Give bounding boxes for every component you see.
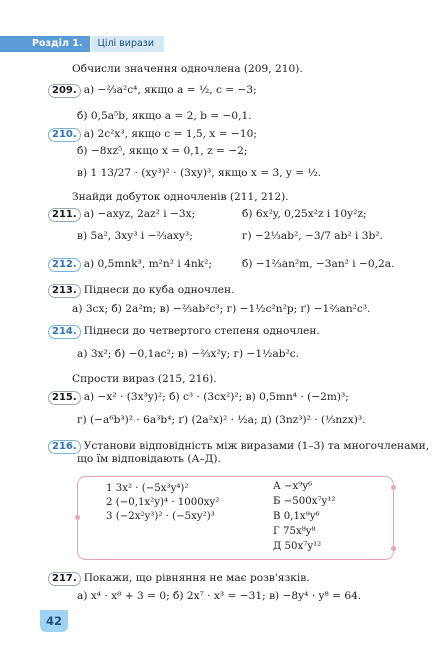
exercise-line bbox=[77, 145, 247, 158]
exercise-number: 213. bbox=[48, 284, 81, 298]
exercise-text: а) 2c²x³, якщо c = 1,5, x = −10; bbox=[83, 128, 257, 140]
exercise-text: Покажи, що рівняння не має розв'язків. bbox=[83, 572, 310, 584]
exercise-line bbox=[77, 167, 321, 180]
exercise-line bbox=[72, 303, 370, 316]
exercise-text: а) 3x²; б) −0,1ac²; в) −⅔x²y; г) −1½ab²c. bbox=[77, 348, 300, 360]
exercise-number: 211. bbox=[48, 208, 81, 222]
polynomial-item: Д 50x⁷y¹² bbox=[273, 541, 322, 552]
exercise-line bbox=[48, 440, 429, 454]
box-dot-right-bottom bbox=[391, 546, 396, 551]
exercise-line bbox=[48, 572, 310, 586]
exercise-line bbox=[77, 230, 193, 243]
exercise-text: Обчисли значення одночлена (209, 210). bbox=[72, 63, 303, 75]
exercise-line bbox=[77, 453, 221, 466]
exercise-number: 215. bbox=[48, 391, 81, 405]
exercise-line bbox=[242, 258, 394, 271]
polynomial-item: А −x⁹y⁶ bbox=[273, 481, 313, 492]
exercise-text: г) −2⅓ab², −3/7 ab² і 3b². bbox=[242, 230, 383, 242]
exercise-text: що їм відповідають (А–Д). bbox=[77, 453, 221, 465]
exercise-line bbox=[48, 128, 257, 142]
exercise-line bbox=[48, 325, 320, 339]
exercise-text: а) 3cx; б) 2a²m; в) −⅔ab²c³; г) −1½c²n²p; ґ) −1⅔an²c³. bbox=[72, 303, 371, 315]
exercise-number: 214. bbox=[48, 325, 81, 339]
matching-box bbox=[77, 476, 394, 560]
expression-item: 2 (−0,1x²y)⁴ · 1000xy² bbox=[106, 497, 220, 508]
exercise-text: Знайди добуток одночленів (211, 212). bbox=[72, 191, 289, 203]
polynomial-item: Г 75x⁸y⁸ bbox=[273, 526, 316, 537]
polynomial-item: В 0,1x⁹y⁶ bbox=[273, 511, 320, 522]
exercise-line bbox=[48, 208, 195, 222]
exercise-line bbox=[72, 63, 303, 76]
exercise-number: 217. bbox=[48, 572, 81, 586]
expression-item: 1 3x² · (−5x³y⁴)² bbox=[106, 483, 189, 494]
exercise-line bbox=[242, 230, 383, 243]
exercise-number: 216. bbox=[48, 440, 81, 454]
exercise-line bbox=[77, 348, 299, 361]
exercise-text: в) 1 13/27 · (xy³)² · (3xy)³, якщо x = 3, y = ½. bbox=[77, 167, 322, 179]
exercise-text: г) (−a⁶b³)² · 6a³b⁴; ґ) (2a²x)² · ½a; д) (3nz³)² · (⅓nzx)³. bbox=[77, 414, 366, 426]
exercise-text: б) −8xz⁵, якщо x = 0,1, z = −2; bbox=[77, 145, 248, 157]
exercise-text: а) x⁴ · x⁸ + 3 = 0; б) 2x⁷ · x³ = −31; в) −8y⁴ · y⁸ = 64. bbox=[77, 590, 362, 602]
exercise-line bbox=[242, 208, 367, 221]
exercise-text: б) −1⅔an²m, −3an² і −0,2a. bbox=[242, 258, 395, 270]
expression-item: 3 (−2x²y³)² · (−5xy²)³ bbox=[106, 511, 215, 522]
exercise-line bbox=[77, 590, 361, 603]
exercise-text: в) 5a², 3xy³ і −⅔axy³; bbox=[77, 230, 193, 242]
exercise-text: Спрости вираз (215, 216). bbox=[72, 373, 217, 385]
exercise-text: а) −x² · (3x³y)²; б) c³ · (3cx²)²; в) 0,5mn⁴ · (−2m)³; bbox=[83, 391, 349, 403]
box-dot-left bbox=[75, 515, 80, 520]
exercise-line bbox=[48, 284, 234, 298]
exercise-text: а) −⅔a²c⁴, якщо a = ½, c = −3; bbox=[83, 84, 257, 96]
exercise-text: Піднеси до четвертого степеня одночлен. bbox=[83, 325, 320, 337]
exercise-text: Установи відповідність між виразами (1–3) та многочленами, bbox=[83, 440, 430, 452]
exercise-number: 210. bbox=[48, 128, 81, 142]
section-label: Розділ 1. bbox=[0, 36, 90, 52]
exercise-text: а) 0,5mnk³, m²n² і 4nk²; bbox=[83, 258, 212, 270]
exercise-line bbox=[48, 391, 349, 405]
section-topic: Цілі вирази bbox=[90, 36, 164, 52]
page-number: 42 bbox=[40, 610, 68, 632]
exercise-line bbox=[72, 191, 289, 204]
exercise-line bbox=[77, 414, 365, 427]
exercise-text: Піднеси до куба одночлен. bbox=[83, 284, 235, 296]
polynomial-item: Б −500x⁷y¹² bbox=[273, 496, 336, 507]
exercise-text: б) 6x²y, 0,25x²z і 10y²z; bbox=[242, 208, 367, 220]
box-dot-right-top bbox=[391, 485, 396, 490]
exercise-line bbox=[48, 258, 212, 272]
exercise-number: 212. bbox=[48, 258, 81, 272]
exercise-line bbox=[77, 110, 252, 123]
exercise-line bbox=[72, 373, 217, 386]
exercise-text: б) 0,5a⁵b, якщо a = 2, b = −0,1. bbox=[77, 110, 252, 122]
exercise-line bbox=[48, 84, 257, 98]
exercise-number: 209. bbox=[48, 84, 81, 98]
exercise-text: а) −axyz, 2az² і −3x; bbox=[83, 208, 196, 220]
